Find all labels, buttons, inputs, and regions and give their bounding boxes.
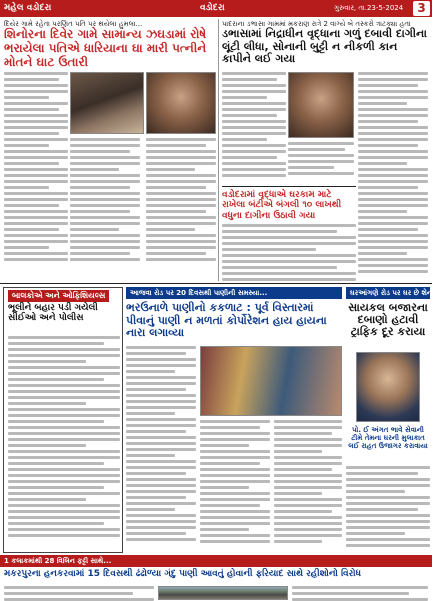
story1-photo-accused bbox=[70, 72, 144, 134]
story2-body-col1 bbox=[222, 72, 286, 184]
story5-photo-protest bbox=[200, 346, 342, 416]
story2-body-col3 bbox=[358, 72, 428, 282]
story6-sidebar-heading[interactable]: પો. ઈ અંગત ભાવે સેવાની ટીમે તેમના ઘરની મુલાકાત લઈ રાહત ઉજાગર કરાવાયા bbox=[348, 426, 428, 451]
story2-photo-victim bbox=[288, 72, 354, 138]
story6-photo-portrait bbox=[356, 352, 420, 422]
column-divider bbox=[218, 19, 219, 281]
issue-date: ગુરુવાર, તા.23-5-2024 bbox=[334, 4, 404, 12]
section-title: વડોદરા bbox=[200, 3, 225, 13]
story1-headline[interactable]: શિનોરના દિવેર ગામે સામાન્ય ઝઘડામાં રોષે ભરાયેલા પતિએ ધારિયાના ઘા મારી પત્નીને મોતને ઘાટ ઉતારી bbox=[4, 27, 207, 69]
story5-headline[interactable]: ભરઉનાળે પાણીનો કકળાટ : પૂર્વ વિસ્તારમાં પીવાનું પાણી ન મળતાં કોર્પોરેશન હાય હાયના નારા લગાવ્યા bbox=[126, 301, 327, 340]
story3-body bbox=[222, 224, 356, 282]
story5-kicker: આજવા રોડ પર 20 દિવસથી પાણીની સમસ્યા... bbox=[126, 287, 342, 299]
edition-label: મહેલ વડોદરા bbox=[4, 3, 52, 13]
story5-body-col3 bbox=[274, 420, 342, 552]
story4-kicker: બાલકોએ અને ઓફિશિયલ્સ bbox=[8, 290, 109, 302]
story4-headline[interactable]: ભૂલીને બહાર પડી ગયેલી સીઈઓ અને પોલીસ bbox=[8, 303, 98, 324]
story2-headline[interactable]: ડભાસામાં નિદ્રાધીન વૃદ્ધાના ગળું દબાવી દાગીના લૂંટી લીધા, સોનાની બુટ્ટી ન નીકળી કાન કાપીને લઈ ગયા bbox=[222, 27, 427, 66]
story6-body bbox=[346, 466, 430, 552]
story2-body-col2 bbox=[288, 142, 354, 184]
story6-headline[interactable]: સાયકલ બજારના દબાણો હટાવી ટ્રાફિક દૂર કરાયા bbox=[348, 301, 428, 339]
story4-body bbox=[8, 336, 120, 550]
story1-body-col2 bbox=[70, 138, 140, 272]
story1-kicker: દિયેર ગામે રહેતા પરણિત પતિ પર થયેલા હુમલા... bbox=[4, 20, 143, 28]
story1-body-col1 bbox=[4, 72, 68, 272]
story1-body-col3 bbox=[146, 138, 216, 272]
story7-kicker: 1 કલાકમાંથી 28 વિલિન ફટ્ટી સાથે... bbox=[0, 555, 432, 567]
story7-body-col1 bbox=[4, 586, 154, 600]
story3-rule bbox=[222, 186, 356, 187]
story2-kicker: પાદરાના ડભાસા ગામમાં મકરાણ રાત્રે 2 વાગ્યે બે તસ્કરો ત્રાટક્યા હતા bbox=[222, 20, 411, 28]
masthead-bar bbox=[0, 0, 432, 17]
story5-body-col1 bbox=[126, 346, 196, 552]
story5-body-col2 bbox=[200, 420, 270, 552]
story7-photo-street bbox=[158, 586, 288, 600]
story3-headline[interactable]: વડોદરામાં વૃદ્ધાએ ઘરકામ માટે રાખેલા બંટીએ બંગલી ૧૦ લાખથી વધુના દાગીના ઉઠાવી ગયા bbox=[222, 190, 342, 221]
story7-body-col2 bbox=[292, 586, 428, 600]
story1-photo-victim bbox=[146, 72, 216, 134]
story7-headline[interactable]: મકરપુરના હનકરવામાં 15 દિવસથી ઢંઢોળ્યા ગંદુ પાણી આવતું હોવાની ફરિયાદ સાથે રહીશોનો વિરોધ bbox=[4, 569, 361, 579]
page-number: 3 bbox=[413, 1, 430, 16]
story6-kicker: ઘરઆંગણે રોડ પર ઘર છે શેના... bbox=[346, 287, 430, 299]
section-divider-1 bbox=[0, 283, 432, 284]
